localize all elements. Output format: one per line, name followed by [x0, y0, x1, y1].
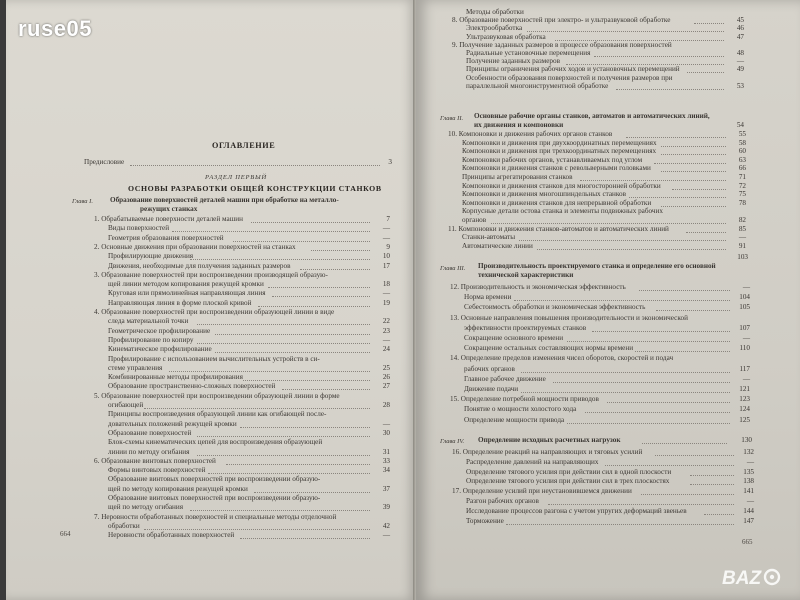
toc-leader — [240, 538, 370, 539]
toc-leader — [215, 334, 370, 335]
toc-leader — [300, 269, 370, 270]
toc-entry-text: Определение мощности привода — [464, 415, 565, 424]
toc-entry-page: 85 — [738, 224, 746, 233]
toc-leader — [190, 259, 370, 260]
toc-entry-page: 39 — [382, 503, 390, 512]
chapter2-label: Глава II. — [440, 115, 464, 122]
toc-entry-page: 42 — [382, 521, 390, 530]
toc-entry-text: 8. Образование поверхностей при электро- и ультразвуковой обработке — [452, 16, 671, 25]
chapter4-leader — [642, 443, 727, 444]
toc-entry-text: эффективности проектируемых станков — [464, 323, 587, 332]
toc-leader — [208, 473, 370, 474]
svg-text:BAZ: BAZ — [722, 568, 762, 589]
chapter2-title-cont: их движения и компоновки — [474, 121, 564, 129]
toc-leader — [687, 72, 724, 73]
toc-entry-text: Разгон рабочих органов — [466, 497, 539, 505]
toc-leader — [594, 56, 724, 57]
toc-entry-page: 82 — [738, 216, 746, 224]
toc-entry-text: Неровности обработанных поверхностей — [108, 531, 235, 540]
toc-leader — [226, 464, 370, 465]
toc-entry-text: Себестоимость обработки и экономическая эффективность — [464, 303, 646, 312]
toc-entry-page: 17 — [382, 261, 390, 270]
toc-entry-page: 53 — [736, 81, 744, 90]
toc-entry-text: Компоновки рабочих органов, устанавливаемых под углом — [462, 155, 643, 164]
toc-entry-page: 9 — [386, 242, 390, 251]
toc-entry-text: 7. Неровности обработанных поверхностей и специальные методы отделочной — [94, 512, 337, 521]
toc-entry-text: линии по методу огибания — [108, 447, 190, 456]
left-folio: 664 — [60, 530, 71, 538]
toc-entry-page: 22 — [382, 317, 390, 326]
toc-entry-text: Образование поверхностей — [108, 428, 192, 437]
toc-entry-text: Образование пространственно-сложных поверхностей — [108, 382, 276, 391]
toc-entry-text: Виды поверхностей — [108, 224, 170, 233]
toc-title: ОГЛАВЛЕНИЕ — [212, 141, 276, 150]
toc-entry-page: 23 — [382, 326, 390, 335]
toc-entry-text: Профилирование по копиру — [108, 335, 194, 344]
toc-entry-text: Компоновки и движения станков для непрерывной обработки — [462, 198, 652, 207]
toc-entry-text: Радиальные установочные перемещения — [466, 49, 591, 57]
toc-leader — [567, 423, 730, 424]
toc-leader — [240, 427, 370, 428]
toc-entry-page: 117 — [739, 364, 750, 373]
toc-leader — [661, 206, 726, 207]
toc-entry-text: довательных положений режущей кромки — [108, 419, 237, 428]
toc-entry-page: 34 — [382, 466, 390, 475]
toc-leader — [197, 324, 370, 325]
toc-entry-text: 15. Определение потребной мощности приводов — [450, 395, 599, 404]
toc-leader — [506, 524, 735, 525]
toc-leader — [169, 371, 370, 372]
chapter3-title: Производительность проектируемого станка и определение его основной — [478, 262, 716, 270]
site-watermark: ruse05 — [18, 16, 92, 41]
toc-entry-text: Норма времени — [464, 293, 512, 302]
toc-leader — [592, 331, 730, 332]
toc-entry-page: 71 — [738, 173, 746, 181]
toc-entry-text: 4. Образование поверхностей при воспроизведении образующей линии в виде — [94, 308, 335, 316]
toc-entry-page: 107 — [739, 323, 750, 332]
toc-entry-page: 124 — [739, 405, 750, 414]
toc-entry-page: 135 — [743, 467, 754, 476]
toc-leader — [144, 408, 370, 409]
toc-leader — [215, 352, 370, 353]
toc-entry-text: Движение подачи — [464, 385, 519, 393]
toc-leader — [605, 465, 734, 466]
toc-entry-page: 78 — [738, 198, 746, 207]
toc-entry-page: 110 — [739, 344, 750, 353]
toc-leader — [190, 510, 370, 511]
toc-entry-text: Ультразвуковая обработка — [466, 32, 546, 41]
toc-entry-text: 6. Образование винтовых поверхностей — [94, 456, 216, 465]
toc-entry-text: обработки — [108, 521, 140, 530]
toc-leader — [537, 249, 726, 250]
preface-label: Предисловие — [84, 158, 125, 166]
toc-entry-page: — — [736, 57, 744, 66]
toc-leader — [282, 389, 370, 390]
toc-entry-text: стеме управления — [108, 363, 163, 372]
toc-entry-page: 63 — [738, 155, 746, 164]
chapter4-page: 130 — [741, 436, 752, 444]
toc-entry-text: Определение тягового усилия при действии сил в трех плоскостях — [466, 477, 670, 486]
toc-entry-text: Компоновки и движения многошпиндельных станков — [462, 190, 627, 199]
toc-entry-page: 49 — [736, 65, 744, 74]
toc-leader — [519, 240, 726, 241]
toc-entry-page: 60 — [738, 147, 746, 156]
toc-entry-text: Станки-автоматы — [462, 233, 516, 242]
toc-entry-page: 147 — [743, 516, 754, 525]
toc-entry-text: Корпусные детали остова станка и элементы подвижных рабочих — [462, 207, 663, 216]
preface-page: 3 — [388, 158, 392, 166]
toc-entry-text: Сокращение остальных составляющих нормы времени — [464, 344, 634, 353]
toc-entry-text: Понятие о мощности холостого хода — [464, 405, 577, 414]
toc-leader — [258, 306, 370, 307]
toc-entry-page: 37 — [382, 484, 390, 493]
toc-entry-page: — — [742, 283, 750, 291]
toc-entry-text: Образование винтовых поверхностей при воспроизведении образую- — [108, 494, 321, 502]
toc-leader — [616, 89, 724, 90]
toc-entry-page: 30 — [382, 428, 390, 437]
toc-entry-text: Движения, необходимые для получения заданных размеров — [108, 261, 291, 270]
toc-entry-text: Особенности образования поверхностей и получения размеров при — [466, 73, 673, 82]
toc-entry-text: Распределение давлений на направляющих — [466, 457, 599, 466]
toc-leader — [690, 484, 734, 485]
toc-leader — [672, 189, 726, 190]
toc-leader — [641, 494, 734, 495]
toc-entry-page: — — [746, 457, 754, 466]
toc-entry-page: 58 — [738, 138, 746, 147]
toc-entry-text: Профилирование с использованием вычислительных устройств в си- — [108, 354, 320, 363]
chapter3-page: 103 — [737, 253, 748, 261]
toc-entry-page: — — [742, 374, 750, 383]
toc-entry-page: 10 — [382, 252, 390, 261]
toc-leader — [251, 222, 370, 223]
toc-leader — [661, 171, 726, 172]
toc-leader — [694, 23, 724, 24]
toc-entry-page: 66 — [738, 164, 746, 173]
toc-leader — [521, 372, 730, 373]
toc-entry-page: 132 — [743, 448, 754, 456]
chapter1-title: Образование поверхностей деталей машин при обработке на металло- — [110, 196, 339, 204]
toc-entry-text: Получение заданных размеров — [466, 57, 560, 66]
toc-leader — [553, 382, 730, 383]
toc-entry-text: щей линии методом копирования режущей кромки — [108, 280, 264, 289]
toc-entry-page: — — [382, 233, 390, 242]
toc-leader — [311, 250, 370, 251]
toc-entry-text: 1. Обрабатываемые поверхности деталей машин — [94, 215, 243, 223]
toc-entry-page: — — [746, 497, 754, 505]
chapter1-label: Глава I. — [72, 198, 93, 205]
toc-entry-page: — — [382, 419, 390, 428]
toc-entry-text: следа материальной точки — [108, 317, 189, 326]
bazar-logo-icon — [720, 565, 790, 589]
toc-entry-text: Принципы воспроизведения образующей линии как огибающей после- — [108, 410, 327, 419]
toc-entry-text: Определение тягового усилия при действии сил в одной плоскости — [466, 467, 672, 476]
toc-leader — [514, 300, 730, 301]
toc-entry-text: 17. Определение усилий при неустановившемся движении — [452, 487, 632, 496]
toc-entry-text: Электрообработка — [466, 24, 523, 33]
toc-entry-text: Исследование процессов разгона с учетом упругих деформаций звеньев — [466, 506, 687, 515]
toc-leader — [243, 380, 370, 381]
toc-entry-page: — — [382, 335, 390, 344]
toc-entry-page: 31 — [382, 447, 390, 456]
toc-leader — [704, 514, 734, 515]
toc-entry-text: Блок-схемы кинематических цепей для воспроизведения образующей — [108, 438, 323, 447]
toc-entry-text: Автоматические линии — [462, 241, 533, 250]
toc-entry-text: Профилирующие движения — [108, 252, 194, 261]
toc-entry-page: 7 — [386, 215, 390, 223]
toc-entry-text: 2. Основные движения при образовании поверхностей на станках — [94, 242, 296, 251]
toc-leader — [567, 341, 730, 342]
toc-entry-text: Компоновки и движения при двухкоординатных перемещениях — [462, 138, 657, 147]
toc-entry-text: Компоновки и движения станков с револьверными головками — [462, 164, 651, 173]
toc-entry-text: органов — [462, 216, 487, 224]
chapter3-title-cont: технической характеристики — [478, 271, 574, 279]
toc-leader — [656, 310, 730, 311]
toc-entry-text: Компоновки и движения при трехкоординатных перемещениях — [462, 147, 657, 156]
toc-entry-text: 12. Производительность и экономическая эффективность — [450, 283, 626, 291]
toc-entry-text: щей по методу копирования режущей кромки — [108, 484, 248, 493]
chapter2-title: Основные рабочие органы станков, автоматов и автоматических линий, — [474, 112, 710, 120]
toc-entry-page: 72 — [738, 181, 746, 190]
toc-entry-page: 27 — [382, 382, 390, 391]
toc-leader — [654, 163, 726, 164]
toc-leader — [527, 31, 724, 32]
toc-entry-text: параллельной многоинструментной обработке — [466, 81, 609, 90]
toc-entry-text: 16. Определение реакций на направляющих и тяговых усилий — [452, 448, 643, 456]
toc-entry-page: 25 — [382, 363, 390, 372]
toc-entry-page: 138 — [743, 477, 754, 486]
toc-leader — [144, 529, 370, 530]
toc-entry-text: огибающей — [108, 401, 144, 409]
toc-entry-page: 105 — [739, 303, 750, 312]
toc-entry-page: 46 — [736, 24, 744, 33]
toc-entry-page: 55 — [738, 130, 746, 138]
toc-entry-text: 11. Компоновки и движения станков-автоматов и автоматических линий — [448, 224, 669, 233]
section-title: ОСНОВЫ РАЗРАБОТКИ ОБЩЕЙ КОНСТРУКЦИИ СТАНКОВ — [128, 184, 382, 193]
toc-entry-text: 13. Основные направления повышения производительности и экономической — [450, 313, 688, 322]
chapter2-page: 54 — [736, 121, 744, 129]
toc-entry-page: — — [742, 334, 750, 342]
toc-entry-text: Сокращение основного времени — [464, 334, 564, 342]
toc-entry-page: 141 — [743, 487, 754, 496]
toc-entry-text: Геометрическое профилирование — [108, 326, 211, 335]
toc-leader — [254, 492, 370, 493]
chapter3-label: Глава III. — [440, 265, 466, 272]
toc-leader — [607, 402, 730, 403]
toc-entry-text: 10. Компоновки и движения рабочих органов станков — [448, 130, 613, 138]
toc-entry-text: Образование винтовых поверхностей при воспроизведении образую- — [108, 475, 321, 484]
toc-entry-page: 121 — [739, 385, 750, 393]
toc-leader — [268, 287, 370, 288]
toc-entry-page: 24 — [382, 345, 390, 354]
toc-entry-text: щей по методу огибания — [108, 503, 184, 512]
toc-leader — [197, 455, 370, 456]
toc-leader — [548, 504, 734, 505]
preface-leader — [130, 165, 380, 166]
toc-leader — [272, 296, 370, 297]
toc-entry-page: — — [382, 224, 390, 233]
toc-entry-text: Принципы ограничения рабочих ходов и установочных перемещений — [466, 65, 680, 74]
toc-entry-page: 75 — [738, 190, 746, 199]
toc-leader — [172, 231, 370, 232]
toc-leader — [661, 146, 726, 147]
toc-leader — [690, 475, 734, 476]
toc-entry-text: Методы обработки — [466, 8, 524, 16]
toc-leader — [521, 392, 730, 393]
toc-entry-text: Формы винтовых поверхностей — [108, 466, 206, 475]
section-label: РАЗДЕЛ ПЕРВЫЙ — [205, 174, 268, 181]
toc-entry-page: — — [738, 233, 746, 242]
toc-entry-page: 91 — [738, 241, 746, 250]
toc-entry-page: 125 — [739, 415, 750, 424]
toc-leader — [197, 343, 370, 344]
toc-entry-page: 26 — [382, 373, 390, 382]
toc-leader — [197, 436, 370, 437]
toc-leader — [585, 412, 730, 413]
toc-entry-text: Круговая или прямолинейная направляющая линия — [108, 289, 266, 298]
toc-entry-text: 9. Получение заданных размеров в процессе образования поверхностей — [452, 40, 672, 49]
toc-entry-page: 123 — [739, 395, 750, 404]
chapter4-title: Определение исходных расчетных нагрузок — [478, 436, 621, 444]
toc-entry-text: рабочих органов — [464, 364, 515, 373]
toc-leader — [639, 290, 730, 291]
toc-entry-text: 3. Образование поверхностей при воспроизведении производящей образую- — [94, 270, 328, 279]
toc-entry-page: 33 — [382, 456, 390, 465]
toc-entry-page: 18 — [382, 280, 390, 289]
toc-entry-page: 104 — [739, 293, 750, 302]
toc-entry-page: 48 — [736, 49, 744, 57]
toc-entry-text: Торможение — [466, 516, 504, 525]
toc-leader — [635, 351, 730, 352]
chapter4-label: Глава IV. — [440, 438, 465, 445]
toc-entry-page: — — [382, 289, 390, 298]
toc-entry-text: 5. Образование поверхностей при воспроизведении образующей линии в форме — [94, 391, 340, 400]
toc-entry-text: Комбинированные методы профилирования — [108, 373, 243, 382]
toc-entry-page: — — [382, 531, 390, 540]
bazar-logo — [720, 565, 790, 596]
toc-leader — [655, 455, 734, 456]
toc-leader — [686, 232, 726, 233]
right-folio: 665 — [742, 538, 753, 546]
toc-entry-page: 28 — [382, 401, 390, 409]
chapter1-title-cont: режущих станках — [140, 205, 198, 213]
toc-entry-text: Главное рабочее движение — [464, 374, 546, 383]
toc-entry-text: Геометрия образования поверхностей — [108, 233, 224, 242]
toc-entry-text: 14. Определение пределов изменения чисел оборотов, скоростей и подач — [450, 354, 674, 363]
toc-entry-text: Компоновки и движения станков для многосторонней обработки — [462, 181, 661, 190]
toc-leader — [661, 154, 726, 155]
toc-entry-page: 47 — [736, 32, 744, 41]
toc-entry-text: Принципы агрегатирования станков — [462, 173, 573, 181]
toc-entry-page: 45 — [736, 16, 744, 25]
toc-leader — [233, 241, 370, 242]
toc-entry-page: 19 — [382, 298, 390, 307]
toc-entry-text: Кинематическое профилирование — [108, 345, 212, 354]
toc-entry-text: Направляющая линия в форме плоской кривой — [108, 298, 252, 307]
toc-entry-page: 144 — [743, 506, 754, 515]
